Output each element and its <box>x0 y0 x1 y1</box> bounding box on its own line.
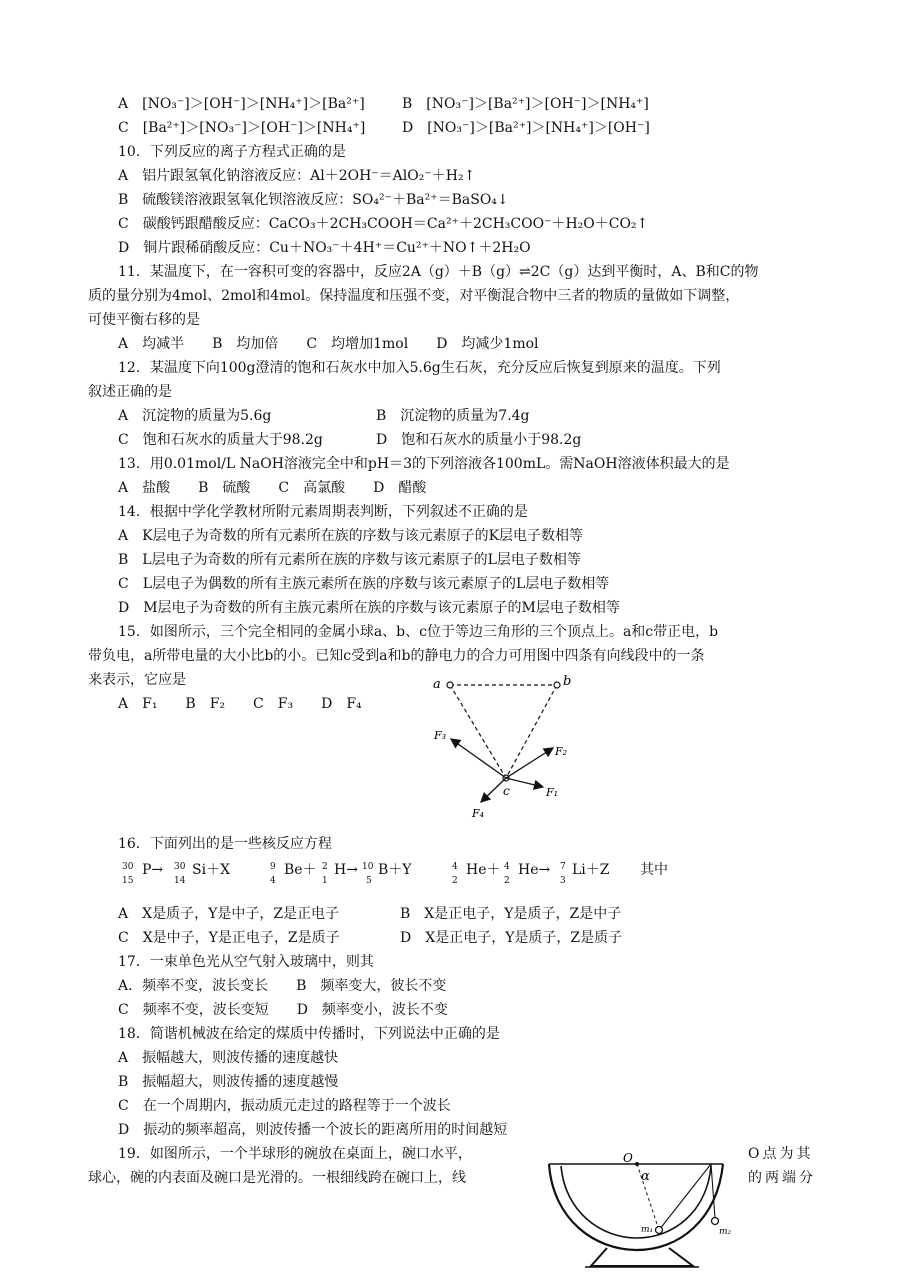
p-mass-number: 30 <box>122 862 134 872</box>
b-mass-number: 10 <box>362 862 374 872</box>
q15-force-diagram <box>420 665 590 825</box>
h-atomic-number: 1 <box>322 876 328 886</box>
he1-atomic-number: 2 <box>452 876 458 886</box>
q12-line2: 叙述正确的是 <box>88 384 172 400</box>
charge-a <box>447 682 453 688</box>
q19-line2-left: 球心，碗的内表面及碗口是光滑的。一根细线跨在碗口上，线 <box>88 1170 466 1186</box>
q10-stem: 10．下列反应的离子方程式正确的是 <box>118 144 346 160</box>
mass-m2 <box>712 1218 719 1225</box>
triangle-side-ac <box>450 685 506 778</box>
q17-options-cd: C 频率不变，波长变短 D 频率变小，波长不变 <box>118 1002 448 1018</box>
b-symbol: B＋Y <box>378 862 412 878</box>
p-atomic-number: 15 <box>122 876 134 886</box>
be-atomic-number: 4 <box>270 876 276 886</box>
label-f1: F₁ <box>546 786 559 799</box>
q18-stem: 18．简谐机械波在给定的煤质中传播时，下列说法中正确的是 <box>118 1026 500 1042</box>
be-mass-number: 9 <box>270 862 276 872</box>
label-c: c <box>503 784 510 798</box>
q16-option-c: C X是中子，Y是正电子，Z是质子 <box>118 930 340 946</box>
he2-symbol: He→ <box>518 862 551 878</box>
he2-atomic-number: 2 <box>504 876 510 886</box>
q10-option-b: B 硫酸镁溶液跟氢氧化钡溶液反应：SO₄²⁻＋Ba²⁺＝BaSO₄↓ <box>118 192 509 208</box>
he2-mass-number: 4 <box>504 862 510 872</box>
q9-option-c: C [Ba²⁺]＞[NO₃⁻]＞[OH⁻]＞[NH₄⁺] <box>118 120 366 136</box>
q13-options: A 盐酸 B 硫酸 C 高氯酸 D 醋酸 <box>118 480 427 496</box>
q10-option-a: A 铝片跟氢氧化钠溶液反应：Al＋2OH⁻＝AlO₂⁻＋H₂↑ <box>118 168 476 184</box>
q10-option-c: C 碳酸钙跟醋酸反应：CaCO₃＋2CH₃COOH＝Ca²⁺＋2CH₃COO⁻＋H₂O＋CO₂↑ <box>118 216 649 232</box>
q11-line3: 可使平衡右移的是 <box>88 312 200 328</box>
si-symbol: Si＋X <box>192 862 231 878</box>
li-symbol: Li＋Z <box>572 862 610 878</box>
h-mass-number: 2 <box>322 862 328 872</box>
q14-option-d: D M层电子为奇数的所有主族元素所在族的序数与该元素原子的M层电子数相等 <box>118 600 620 616</box>
h-symbol: H→ <box>334 862 358 878</box>
q15-line3: 来表示，它应是 <box>88 672 186 688</box>
q19-bowl-diagram <box>545 1150 735 1278</box>
label-alpha: α <box>641 1169 650 1184</box>
q9-option-d: D [NO₃⁻]＞[Ba²⁺]＞[NH₄⁺]＞[OH⁻] <box>402 120 650 136</box>
label-a: a <box>433 677 441 692</box>
si-mass-number: 30 <box>174 862 186 872</box>
triangle-side-bc <box>506 685 557 778</box>
q11-line1: 11．某温度下，在一容积可变的容器中，反应2A（g）＋B（g）⇌2C（g）达到平衡时，A、B和C的物 <box>118 264 759 280</box>
q17-options-ab: A．频率不变，波长变长 B 频率变大，彼长不变 <box>118 978 447 994</box>
q14-option-b: B L层电子为奇数的所有元素所在族的序数与该元素原子的L层电子数相等 <box>118 552 581 568</box>
q16-nuclear-equations <box>122 858 682 894</box>
q16-option-d: D X是正电子，Y是质子，Z是质子 <box>400 930 623 946</box>
q12-line1: 12．某温度下向100g澄清的饱和石灰水中加入5.6g生石灰，充分反应后恢复到原来的温度。下列 <box>118 360 721 376</box>
he1-mass-number: 4 <box>452 862 458 872</box>
q16-tail: 其中 <box>640 862 668 878</box>
be-symbol: Be＋ <box>284 862 317 878</box>
force-f2-arrow <box>506 748 553 778</box>
p-symbol: P→ <box>142 862 164 878</box>
q15-options: A F₁ B F₂ C F₃ D F₄ <box>118 696 362 712</box>
q12-option-c: C 饱和石灰水的质量大于98.2g <box>118 432 323 448</box>
label-m1: m₁ <box>641 1225 654 1235</box>
string-outer <box>711 1164 715 1218</box>
q14-option-a: A K层电子为奇数的所有元素所在族的序数与该元素原子的K层电子数相等 <box>118 528 584 544</box>
q14-option-c: C L层电子为偶数的所有主族元素所在族的序数与该元素原子的L层电子数相等 <box>118 576 610 592</box>
label-f2: F₂ <box>555 745 568 758</box>
q15-line2: 带负电，a所带电量的大小比b的小。已知c受到a和b的静电力的合力可用图中四条有向线段中的一条 <box>88 648 705 664</box>
q19-line1-right: O点为其 <box>748 1146 814 1162</box>
label-f4: F₄ <box>472 807 485 820</box>
label-b: b <box>563 674 572 689</box>
q16-stem: 16．下面列出的是一些核反应方程 <box>118 836 332 852</box>
q18-option-b: B 振幅超大，则波传播的速度越慢 <box>118 1074 339 1090</box>
q15-line1: 15．如图所示，三个完全相同的金属小球a、b、c位于等边三角形的三个顶点上。a和c带正电，b <box>118 624 719 640</box>
q19-line2-right: 的两端分 <box>748 1170 816 1186</box>
li-mass-number: 7 <box>560 862 566 872</box>
q18-option-a: A 振幅越大，则波传播的速度越快 <box>118 1050 339 1066</box>
force-f1-arrow <box>506 778 543 787</box>
q13-stem: 13．用0.01mol/L NaOH溶液完全中和pH＝3的下列溶液各100mL。需NaOH溶液体积最大的是 <box>118 456 730 472</box>
q12-option-a: A 沉淀物的质量为5.6g <box>118 408 272 424</box>
he1-symbol: He＋ <box>466 862 501 878</box>
si-atomic-number: 14 <box>174 876 186 886</box>
mass-m1 <box>656 1227 663 1234</box>
q9-option-a: A [NO₃⁻]＞[OH⁻]＞[NH₄⁺]＞[Ba²⁺] <box>118 96 365 112</box>
q18-option-d: D 振动的频率超高，则波传播一个波长的距离所用的时间越短 <box>118 1122 508 1138</box>
q11-line2: 质的量分别为4mol、2mol和4mol。保持温度和压强不变，对平衡混合物中三者的物质的量做如下调整， <box>88 288 740 304</box>
q18-option-c: C 在一个周期内，振动质元走过的路程等于一个波长 <box>118 1098 451 1114</box>
b-atomic-number: 5 <box>366 876 372 886</box>
q10-option-d: D 铜片跟稀硝酸反应：Cu＋NO₃⁻＋4H⁺＝Cu²⁺＋NO↑＋2H₂O <box>118 240 531 256</box>
q16-option-b: B X是正电子，Y是质子，Z是中子 <box>400 906 622 922</box>
label-m2: m₂ <box>719 1227 732 1237</box>
q14-stem: 14．根据中学化学教材所附元素周期表判断，下列叙述不正确的是 <box>118 504 528 520</box>
li-atomic-number: 3 <box>560 876 566 886</box>
q12-option-d: D 饱和石灰水的质量小于98.2g <box>376 432 582 448</box>
q19-line1-left: 19．如图所示，一个半球形的碗放在桌面上，碗口水平， <box>118 1146 472 1162</box>
q12-option-b: B 沉淀物的质量为7.4g <box>376 408 530 424</box>
q11-options: A 均减半 B 均加倍 C 均增加1mol D 均减少1mol <box>118 336 539 352</box>
force-f3-arrow <box>451 739 506 778</box>
charge-b <box>554 682 560 688</box>
label-o: O <box>623 1151 633 1165</box>
label-f3: F₃ <box>434 729 447 742</box>
bowl-inner-wall <box>561 1166 711 1238</box>
q17-stem: 17．一束单色光从空气射入玻璃中，则其 <box>118 954 374 970</box>
q16-option-a: A X是质子，Y是中子，Z是正电子 <box>118 906 340 922</box>
q9-option-b: B [NO₃⁻]＞[Ba²⁺]＞[OH⁻]＞[NH₄⁺] <box>402 96 649 112</box>
